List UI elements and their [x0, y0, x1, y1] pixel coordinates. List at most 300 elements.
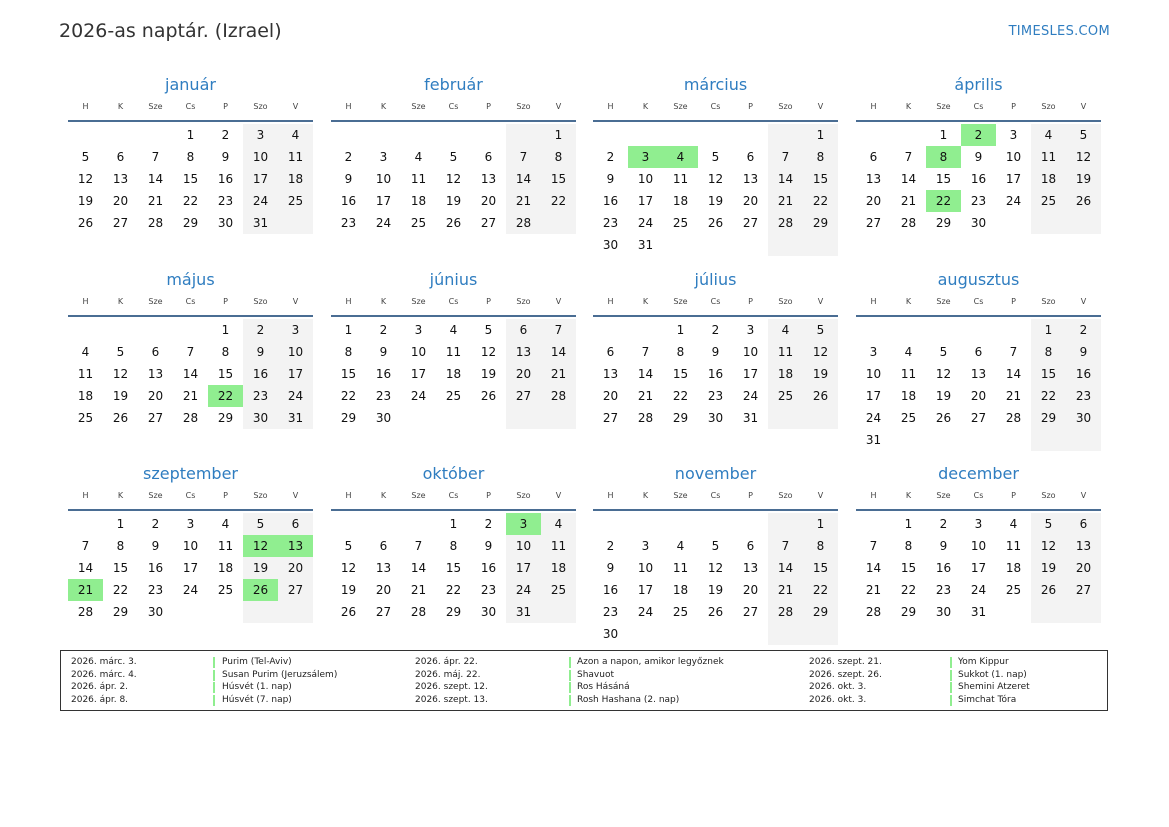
- day-cell: 1: [116, 517, 125, 531]
- day-cell: 8: [541, 146, 576, 168]
- empty-cell: [663, 234, 698, 256]
- day-cell: 7: [641, 345, 650, 359]
- day-cell: 1: [449, 517, 458, 531]
- weekday-header: [856, 485, 1101, 505]
- day-cell: 18: [410, 194, 427, 208]
- empty-cell: [208, 601, 243, 623]
- day-cell: 13: [375, 561, 392, 575]
- day-cell: 17: [278, 363, 313, 385]
- empty-cell: [891, 429, 926, 451]
- holiday-day-cell: 3: [628, 146, 663, 168]
- day-cell: 17: [970, 561, 987, 575]
- weekday-label: Cs: [185, 490, 196, 500]
- legend-date: 2026. márc. 3.: [71, 657, 137, 667]
- day-cell: 23: [147, 583, 164, 597]
- day-cell: 30: [147, 605, 164, 619]
- weekday-header: [593, 96, 838, 116]
- day-cell: 14: [865, 561, 882, 575]
- day-cell: 20: [742, 194, 759, 208]
- weekday-header: [593, 485, 838, 505]
- legend-date: 2026. szept. 13.: [415, 694, 488, 705]
- weekday-label: P: [223, 101, 228, 111]
- day-grid: [593, 124, 838, 256]
- day-cell: 26: [1031, 579, 1066, 601]
- weekday-label: V: [555, 101, 562, 111]
- day-cell: 25: [672, 605, 689, 619]
- legend-color-marker: [569, 657, 571, 668]
- day-cell: 25: [541, 579, 576, 601]
- day-cell: 17: [742, 367, 759, 381]
- empty-cell: [628, 124, 663, 146]
- day-cell: 19: [112, 389, 129, 403]
- weekday-label: Sze: [936, 101, 951, 111]
- site-logo-link[interactable]: TIMESLES.COM: [1008, 24, 1110, 39]
- day-cell: 16: [1066, 363, 1101, 385]
- weekday-header: [856, 291, 1101, 311]
- day-cell: 13: [147, 367, 164, 381]
- empty-cell: [768, 234, 803, 256]
- day-cell: 20: [742, 583, 759, 597]
- empty-cell: [856, 513, 891, 535]
- weekday-label: Sze: [148, 490, 163, 500]
- day-cell: 23: [602, 605, 619, 619]
- empty-cell: [471, 124, 506, 146]
- empty-cell: [436, 407, 471, 429]
- empty-cell: [1031, 212, 1066, 234]
- weekday-label: H: [345, 490, 352, 500]
- day-cell: 14: [147, 172, 164, 186]
- empty-cell: [331, 124, 366, 146]
- holiday-day-cell: 12: [243, 535, 278, 557]
- holiday-day-cell: 8: [926, 146, 961, 168]
- day-cell: 10: [970, 539, 987, 553]
- day-cell: 24: [375, 216, 392, 230]
- weekday-label: Szo: [253, 101, 268, 111]
- empty-cell: [996, 319, 1031, 341]
- empty-cell: [401, 124, 436, 146]
- day-cell: 3: [278, 319, 313, 341]
- day-cell: 31: [243, 212, 278, 234]
- day-cell: 24: [182, 583, 199, 597]
- day-cell: 19: [1031, 557, 1066, 579]
- weekday-label: H: [607, 296, 614, 306]
- day-cell: 15: [803, 168, 838, 190]
- day-cell: 27: [480, 216, 497, 230]
- day-cell: 16: [602, 583, 619, 597]
- day-cell: 28: [410, 605, 427, 619]
- empty-cell: [768, 124, 803, 146]
- day-cell: 1: [803, 513, 838, 535]
- legend-date: 2026. okt. 3.: [809, 682, 867, 692]
- weekday-label: Cs: [448, 296, 459, 306]
- month-name: február: [424, 75, 483, 94]
- weekday-label: V: [555, 296, 562, 306]
- day-cell: 16: [602, 194, 619, 208]
- day-cell: 15: [935, 172, 952, 186]
- day-cell: 6: [746, 150, 755, 164]
- weekday-label: Sze: [673, 101, 688, 111]
- month-0: [68, 74, 313, 234]
- day-cell: 2: [221, 128, 230, 142]
- day-cell: 9: [606, 172, 615, 186]
- weekday-label: V: [555, 490, 562, 500]
- day-cell: 2: [606, 539, 615, 553]
- month-1: [331, 74, 576, 234]
- day-cell: 21: [637, 389, 654, 403]
- day-cell: 20: [147, 389, 164, 403]
- empty-cell: [243, 601, 278, 623]
- day-grid: [331, 513, 576, 623]
- empty-cell: [733, 234, 768, 256]
- day-cell: 28: [865, 605, 882, 619]
- legend-date: 2026. szept. 12.: [415, 682, 488, 692]
- day-cell: 31: [970, 605, 987, 619]
- empty-cell: [961, 429, 996, 451]
- day-cell: 1: [541, 124, 576, 146]
- empty-cell: [698, 513, 733, 535]
- day-cell: 21: [865, 583, 882, 597]
- weekday-label: H: [870, 490, 877, 500]
- day-cell: 6: [974, 345, 983, 359]
- empty-cell: [628, 513, 663, 535]
- day-cell: 27: [375, 605, 392, 619]
- weekday-label: Sze: [148, 101, 163, 111]
- legend-color-marker: [950, 682, 952, 693]
- day-cell: 29: [803, 601, 838, 623]
- day-cell: 15: [1031, 363, 1066, 385]
- day-cell: 7: [81, 539, 90, 553]
- weekday-header: [68, 485, 313, 505]
- day-cell: 4: [676, 539, 685, 553]
- day-cell: 22: [900, 583, 917, 597]
- day-cell: 17: [410, 367, 427, 381]
- day-cell: 16: [243, 363, 278, 385]
- day-cell: 2: [243, 319, 278, 341]
- day-cell: 17: [182, 561, 199, 575]
- empty-cell: [628, 319, 663, 341]
- legend-holiday-name: Yom Kippur: [958, 657, 1009, 667]
- day-cell: 17: [375, 194, 392, 208]
- day-cell: 20: [480, 194, 497, 208]
- month-name: szeptember: [142, 464, 238, 483]
- day-cell: 29: [1031, 407, 1066, 429]
- day-cell: 27: [1066, 579, 1101, 601]
- legend-color-marker: [213, 670, 215, 681]
- day-cell: 23: [480, 583, 497, 597]
- day-cell: 30: [217, 216, 234, 230]
- day-cell: 4: [768, 319, 803, 341]
- day-cell: 2: [606, 150, 615, 164]
- day-cell: 25: [900, 411, 917, 425]
- day-grid: [856, 124, 1101, 234]
- day-cell: 14: [1005, 367, 1022, 381]
- day-cell: 29: [900, 605, 917, 619]
- day-cell: 18: [77, 389, 94, 403]
- day-cell: 3: [869, 345, 878, 359]
- weekday-label: K: [905, 296, 912, 306]
- day-cell: 29: [340, 411, 357, 425]
- day-cell: 25: [672, 216, 689, 230]
- empty-cell: [1031, 601, 1066, 623]
- day-cell: 22: [672, 389, 689, 403]
- day-cell: 28: [1005, 411, 1022, 425]
- day-cell: 1: [676, 323, 685, 337]
- day-cell: 23: [970, 194, 987, 208]
- day-cell: 22: [112, 583, 129, 597]
- day-cell: 18: [900, 389, 917, 403]
- day-cell: 30: [1066, 407, 1101, 429]
- day-cell: 31: [742, 411, 759, 425]
- weekday-header: [593, 291, 838, 311]
- empty-cell: [593, 124, 628, 146]
- legend-color-marker: [569, 670, 571, 681]
- day-cell: 24: [1005, 194, 1022, 208]
- day-cell: 4: [81, 345, 90, 359]
- day-cell: 5: [939, 345, 948, 359]
- day-cell: 19: [707, 194, 724, 208]
- day-cell: 10: [375, 172, 392, 186]
- day-cell: 14: [77, 561, 94, 575]
- day-cell: 6: [151, 345, 160, 359]
- empty-cell: [593, 319, 628, 341]
- month-2: [593, 74, 838, 256]
- weekday-label: K: [642, 490, 649, 500]
- legend-holiday-name: Azon a napon, amikor legyőznek: [577, 657, 724, 667]
- day-cell: 3: [1009, 128, 1018, 142]
- day-cell: 26: [480, 389, 497, 403]
- day-cell: 18: [278, 168, 313, 190]
- empty-cell: [891, 319, 926, 341]
- day-cell: 4: [541, 513, 576, 535]
- weekday-label: Szo: [778, 296, 793, 306]
- empty-cell: [506, 124, 541, 146]
- day-cell: 7: [869, 539, 878, 553]
- empty-cell: [733, 513, 768, 535]
- empty-cell: [68, 124, 103, 146]
- day-cell: 22: [445, 583, 462, 597]
- day-cell: 30: [480, 605, 497, 619]
- day-cell: 20: [375, 583, 392, 597]
- day-cell: 28: [147, 216, 164, 230]
- weekday-label: Cs: [710, 490, 721, 500]
- month-8: [68, 463, 313, 623]
- legend-color-marker: [950, 657, 952, 668]
- day-cell: 4: [449, 323, 458, 337]
- weekday-label: Sze: [411, 296, 426, 306]
- day-cell: 18: [1005, 561, 1022, 575]
- day-cell: 27: [278, 579, 313, 601]
- day-cell: 8: [676, 345, 685, 359]
- day-cell: 27: [865, 216, 882, 230]
- day-grid: [593, 513, 838, 645]
- legend-color-marker: [950, 670, 952, 681]
- empty-cell: [331, 513, 366, 535]
- empty-cell: [628, 623, 663, 645]
- day-cell: 14: [637, 367, 654, 381]
- day-cell: 6: [1066, 513, 1101, 535]
- day-cell: 12: [803, 341, 838, 363]
- day-cell: 25: [1005, 583, 1022, 597]
- day-cell: 29: [803, 212, 838, 234]
- weekday-label: Szo: [1041, 101, 1056, 111]
- day-cell: 24: [278, 385, 313, 407]
- legend-holiday-name: Sukkot (1. nap): [958, 669, 1027, 680]
- empty-cell: [1066, 429, 1101, 451]
- empty-cell: [68, 319, 103, 341]
- weekday-label: K: [905, 101, 912, 111]
- day-cell: 8: [803, 535, 838, 557]
- day-cell: 12: [340, 561, 357, 575]
- empty-cell: [768, 623, 803, 645]
- page-title: 2026-as naptár. (Izrael): [59, 20, 282, 42]
- day-cell: 23: [217, 194, 234, 208]
- day-cell: 7: [151, 150, 160, 164]
- weekday-label: K: [380, 101, 387, 111]
- weekday-label: P: [223, 490, 228, 500]
- day-cell: 26: [1066, 190, 1101, 212]
- day-cell: 2: [1066, 319, 1101, 341]
- empty-cell: [401, 513, 436, 535]
- holiday-day-cell: 4: [663, 146, 698, 168]
- day-cell: 14: [900, 172, 917, 186]
- weekday-label: P: [748, 101, 753, 111]
- day-cell: 2: [344, 150, 353, 164]
- weekday-label: P: [748, 490, 753, 500]
- day-cell: 29: [182, 216, 199, 230]
- day-cell: 13: [506, 341, 541, 363]
- day-cell: 22: [340, 389, 357, 403]
- day-cell: 9: [711, 345, 720, 359]
- weekday-label: K: [380, 296, 387, 306]
- legend-holiday-name: Susan Purim (Jeruzsálem): [222, 669, 338, 680]
- day-cell: 15: [340, 367, 357, 381]
- day-cell: 30: [602, 238, 619, 252]
- legend-holiday-name: Shemini Atzeret: [958, 682, 1030, 692]
- day-cell: 21: [1005, 389, 1022, 403]
- day-cell: 10: [637, 172, 654, 186]
- day-cell: 10: [278, 341, 313, 363]
- day-cell: 26: [707, 605, 724, 619]
- weekday-label: Sze: [673, 490, 688, 500]
- day-cell: 2: [151, 517, 160, 531]
- day-cell: 24: [970, 583, 987, 597]
- day-cell: 8: [116, 539, 125, 553]
- day-cell: 16: [970, 172, 987, 186]
- header-rule: [331, 509, 576, 511]
- weekday-label: Szo: [516, 490, 531, 500]
- month-name: november: [674, 464, 757, 483]
- day-cell: 1: [221, 323, 230, 337]
- weekday-label: Cs: [185, 101, 196, 111]
- day-cell: 12: [112, 367, 129, 381]
- month-5: [331, 269, 576, 429]
- weekday-label: Szo: [778, 490, 793, 500]
- weekday-label: Sze: [936, 490, 951, 500]
- day-cell: 10: [742, 345, 759, 359]
- day-cell: 25: [217, 583, 234, 597]
- header-rule: [593, 120, 838, 122]
- day-cell: 2: [939, 517, 948, 531]
- day-cell: 12: [480, 345, 497, 359]
- day-cell: 10: [182, 539, 199, 553]
- day-cell: 19: [707, 583, 724, 597]
- day-cell: 20: [506, 363, 541, 385]
- holiday-day-cell: 2: [961, 124, 996, 146]
- day-cell: 19: [445, 194, 462, 208]
- weekday-label: Cs: [973, 101, 984, 111]
- day-cell: 28: [506, 212, 541, 234]
- day-cell: 24: [410, 389, 427, 403]
- day-cell: 30: [602, 627, 619, 641]
- day-cell: 16: [217, 172, 234, 186]
- day-cell: 15: [672, 367, 689, 381]
- day-cell: 7: [506, 146, 541, 168]
- day-cell: 11: [672, 561, 689, 575]
- day-cell: 5: [711, 150, 720, 164]
- day-cell: 28: [182, 411, 199, 425]
- day-cell: 30: [970, 216, 987, 230]
- weekday-label: Sze: [148, 296, 163, 306]
- holiday-day-cell: 21: [68, 579, 103, 601]
- day-cell: 28: [900, 216, 917, 230]
- day-cell: 18: [445, 367, 462, 381]
- day-cell: 23: [375, 389, 392, 403]
- day-cell: 18: [768, 363, 803, 385]
- day-cell: 24: [243, 190, 278, 212]
- day-cell: 5: [116, 345, 125, 359]
- day-cell: 7: [768, 146, 803, 168]
- day-cell: 11: [410, 172, 427, 186]
- day-cell: 19: [480, 367, 497, 381]
- empty-cell: [138, 124, 173, 146]
- day-cell: 14: [541, 341, 576, 363]
- day-cell: 12: [445, 172, 462, 186]
- legend-date: 2026. máj. 22.: [415, 669, 481, 680]
- day-cell: 11: [1005, 539, 1022, 553]
- weekday-label: K: [117, 101, 124, 111]
- day-cell: 26: [112, 411, 129, 425]
- month-name: március: [683, 75, 748, 94]
- month-6: [593, 269, 838, 429]
- day-cell: 6: [484, 150, 493, 164]
- day-cell: 6: [746, 539, 755, 553]
- empty-cell: [663, 623, 698, 645]
- weekday-label: P: [486, 101, 491, 111]
- weekday-label: Sze: [411, 101, 426, 111]
- day-cell: 5: [344, 539, 353, 553]
- weekday-label: P: [748, 296, 753, 306]
- legend-date: 2026. okt. 3.: [809, 694, 867, 705]
- empty-cell: [663, 513, 698, 535]
- day-cell: 24: [506, 579, 541, 601]
- weekday-label: H: [82, 296, 89, 306]
- day-cell: 3: [414, 323, 423, 337]
- day-cell: 22: [803, 579, 838, 601]
- legend-color-marker: [950, 695, 952, 706]
- day-cell: 5: [803, 319, 838, 341]
- header-rule: [856, 509, 1101, 511]
- day-cell: 17: [243, 168, 278, 190]
- empty-cell: [541, 407, 576, 429]
- day-cell: 24: [865, 411, 882, 425]
- day-cell: 20: [865, 194, 882, 208]
- empty-cell: [1066, 212, 1101, 234]
- day-cell: 14: [768, 557, 803, 579]
- weekday-header: [331, 291, 576, 311]
- empty-cell: [803, 234, 838, 256]
- empty-cell: [278, 601, 313, 623]
- day-cell: 28: [768, 212, 803, 234]
